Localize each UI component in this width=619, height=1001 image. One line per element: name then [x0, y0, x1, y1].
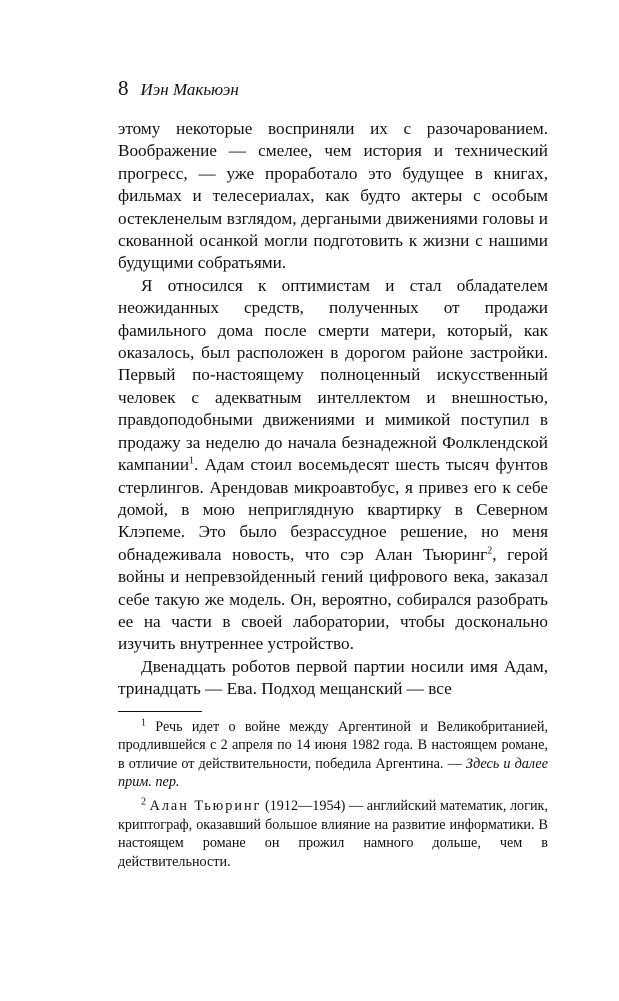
footnote-separator — [118, 711, 202, 712]
footnote-ref-2: 2 — [487, 544, 493, 556]
book-page — [118, 76, 548, 876]
footnote-1-italic: Здесь и далее прим. пер. — [118, 755, 548, 791]
paragraph-3: Двенадцать роботов первой партии носили имя Адам, тринадцать — Ева. Подход мещанский — все — [118, 656, 548, 699]
footnote-1-marker: 1 — [141, 716, 146, 728]
running-head: Иэн Макьюэн — [140, 80, 239, 99]
page-header — [118, 76, 548, 106]
paragraph-2-part-1: Я относился к оптимистам и стал обладателем неожиданных средств, полученных от продажи фамильного дома после смерти матери, который, как оказалось, был расположен в дорогом районе застройки. Первый по-настоящему полноценный искусственный человек с адекватным интеллектом и внешностью, правдоподобными движениями и мимикой поступил в продажу за неделю до начала безнадежной Фолклендской кампании — [118, 275, 548, 475]
footnote-1 — [118, 718, 548, 792]
paragraph-1: этому некоторые восприняли их с разочарованием. Воображение — смелее, чем история и технический прогресс, — уже проработало это будущее в книгах, фильмах и телесериалах, как будто актеры с особым остекленелым взглядом, дергаными движениями головы и скованной осанкой могли подготовить к жизни с нашими будущими собратьями. — [118, 119, 548, 273]
page-number: 8 — [118, 76, 129, 100]
footnote-2-name: Алан Тьюринг — [149, 797, 262, 814]
main-text — [118, 118, 548, 701]
footnote-2-text: (1912—1954) — английский математик, логик, криптограф, оказавший большое влияние на развитие информатики. В настоящем романе он прожил намного дольше, чем в действительности. — [118, 797, 548, 870]
footnotes — [118, 718, 548, 872]
paragraph-2-part-2: . Адам стоил восемьдесят шесть тысяч фунтов стерлингов. Арендовав микроавтобус, я привез его к себе домой, в мою неприглядную квартирку в Северном Клэпеме. Это было безрассудное решение, но меня обнадеживала новость, что сэр Алан Тьюринг — [118, 455, 548, 564]
paragraph-2-part-3: , герой войны и непревзойденный гений цифрового века, заказал себе такую же модель. Он, вероятно, собирался разобрать ее на части в своей лаборатории, чтобы досконально изучить внутреннее устройство. — [118, 544, 548, 654]
footnote-2 — [118, 797, 548, 871]
paragraph-2 — [118, 275, 548, 656]
footnote-ref-1: 1 — [189, 455, 195, 467]
footnote-2-marker: 2 — [141, 796, 146, 808]
footnote-1-text: Речь идет о войне между Аргентиной и Великобританией, продлившейся с 2 апреля по 14 июня 1982 года. В настоящем романе, в отличие от действительности, победила Аргентина. — — [118, 718, 548, 772]
